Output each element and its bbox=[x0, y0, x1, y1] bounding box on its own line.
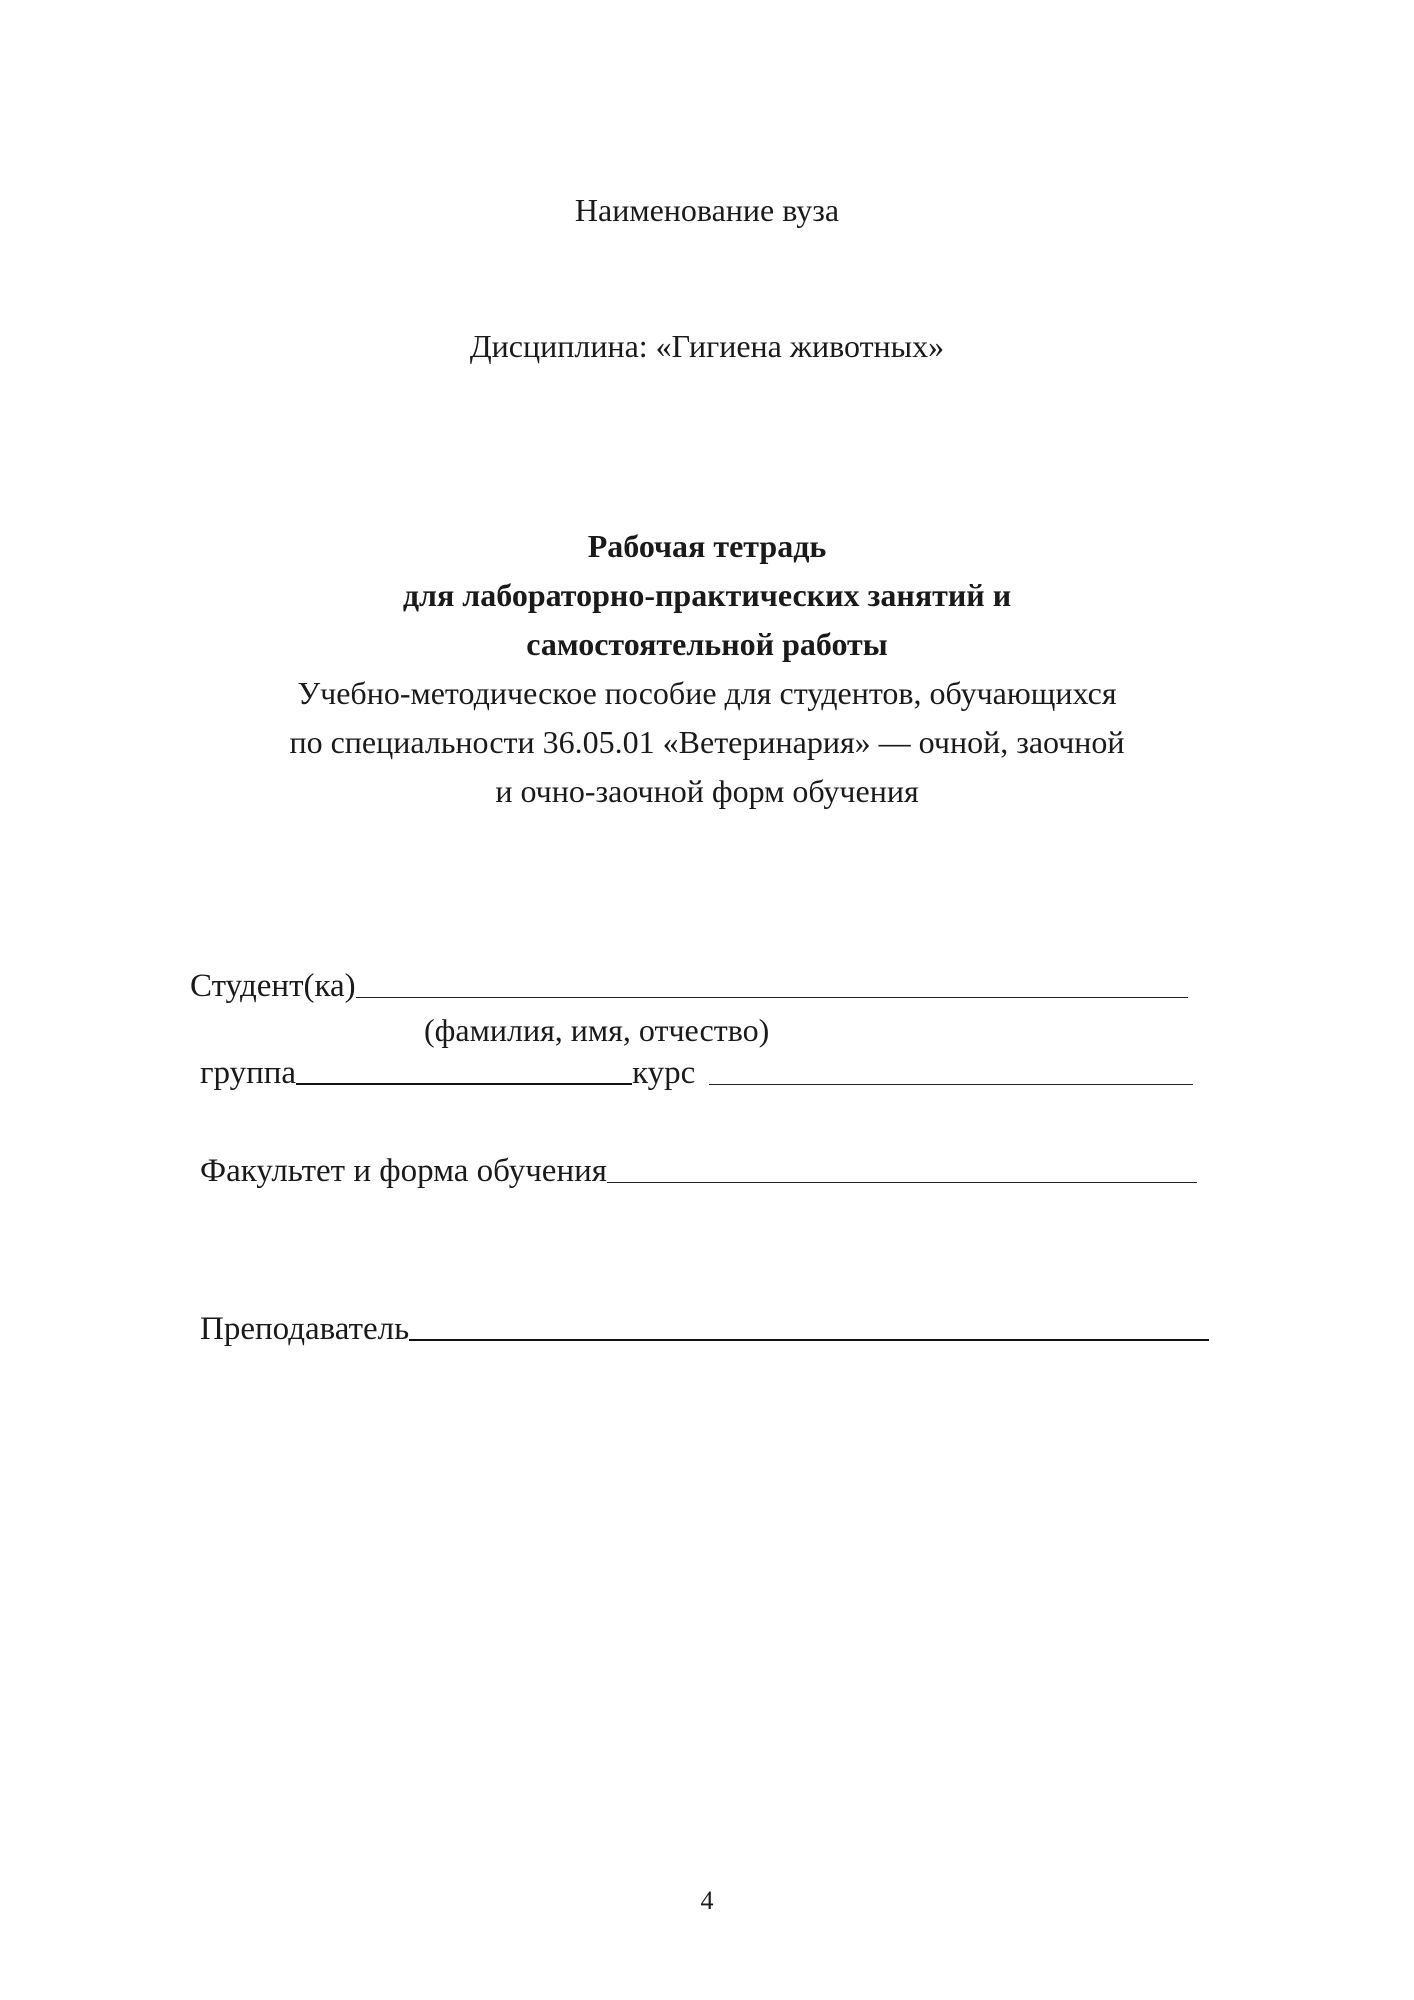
faculty-field[interactable] bbox=[607, 1181, 1197, 1183]
subtitle-line-2: по специальности 36.05.01 «Ветеринария» — очной, заочной bbox=[289, 724, 1125, 760]
course-field[interactable] bbox=[709, 1083, 1193, 1085]
subtitle-line-1: Учебно-методическое пособие для студентов, обучающихся bbox=[297, 675, 1117, 711]
teacher-field[interactable] bbox=[409, 1338, 1209, 1341]
teacher-label: Преподаватель bbox=[200, 1311, 410, 1347]
group-label: группа bbox=[200, 1055, 297, 1091]
teacher-row bbox=[200, 1311, 1209, 1348]
group-course-row bbox=[200, 1055, 1193, 1092]
faculty-row bbox=[200, 1153, 1197, 1190]
page-number: 4 bbox=[700, 1886, 714, 1915]
subtitle-line-3: и очно-заочной форм обучения bbox=[495, 773, 919, 809]
title-line-3: самостоятельной работы bbox=[526, 626, 888, 662]
title-line-1: Рабочая тетрадь bbox=[587, 528, 827, 564]
title-line-2: для лабораторно-практических занятий и bbox=[402, 577, 1012, 613]
faculty-label: Факультет и форма обучения bbox=[200, 1153, 607, 1189]
student-label: Студент(ка) bbox=[190, 968, 356, 1004]
student-hint: (фамилия, имя, отчество) bbox=[424, 1012, 770, 1048]
title-block bbox=[0, 522, 1414, 816]
course-label: курс bbox=[632, 1055, 696, 1091]
university-name: Наименование вуза bbox=[574, 192, 840, 228]
group-field[interactable] bbox=[296, 1082, 632, 1085]
student-name-field[interactable] bbox=[356, 996, 1188, 998]
discipline-name: Дисциплина: «Гигиена животных» bbox=[469, 328, 945, 364]
student-row bbox=[190, 968, 1188, 1005]
